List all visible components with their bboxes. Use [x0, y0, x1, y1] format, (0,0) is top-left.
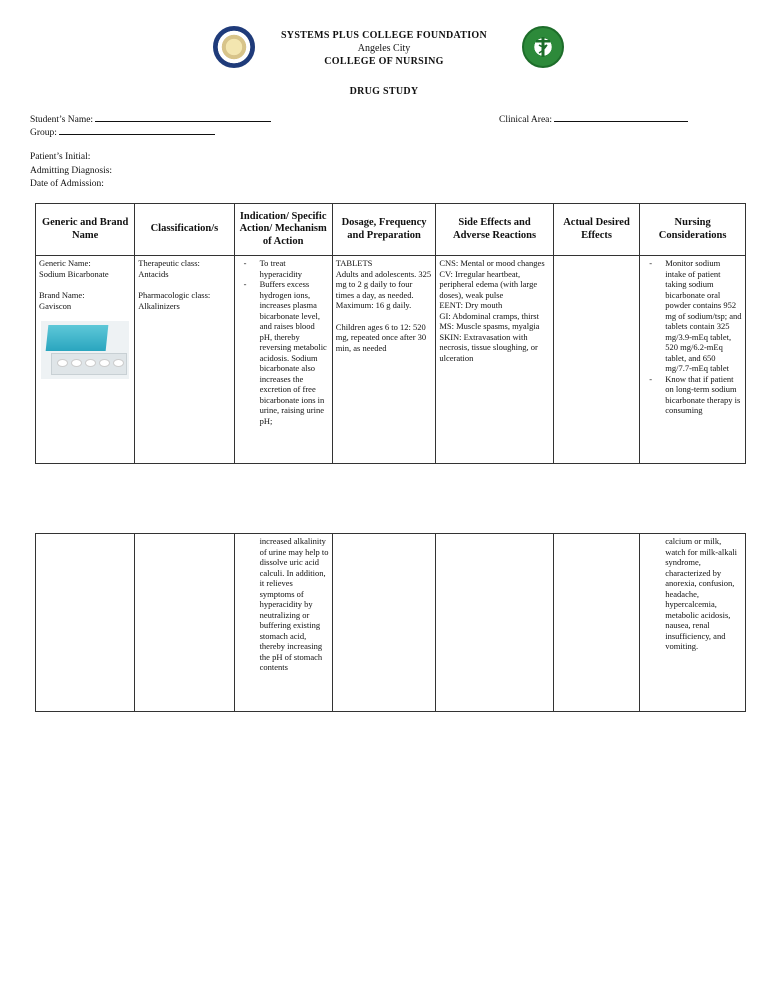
dosage-children: Children ages 6 to 12: 520 mg, repeated once after 30 min, as needed: [335, 321, 427, 353]
brand-value: Gaviscon: [39, 300, 72, 311]
side-effect-cns: CNS: Mental or mood changes: [439, 258, 545, 268]
document-title: DRUG STUDY: [349, 86, 419, 97]
cell-side-effects-cont: [436, 534, 553, 712]
student-name-field: [30, 112, 271, 125]
nursing-continued: calcium or milk, watch for milk-alkali syndrome, characterized by anorexia, confusion, headache, hypercalcemia, metabolic acidosis, nausea, renal insufficiency, and vomiting.: [665, 536, 738, 651]
cell-dosage-cont: [332, 534, 436, 712]
generic-value: Sodium Bicarbonate: [39, 268, 109, 279]
table-row: [36, 256, 746, 464]
table-header-row: [36, 204, 746, 256]
cell-generic-brand-cont: [36, 534, 135, 712]
nursing-item-1: - Monitor sodium intake of patient taking sodium bicarbonate oral powder contains 952 mg of sodium/tsp; and tablets contain 325 mg/3.9-mEq tablet, 520 mg/6.2-mEq tablet, and 650 mg/7.7-mEq tablet: [665, 258, 742, 374]
group-blank[interactable]: [59, 125, 215, 135]
clinical-area-blank[interactable]: [554, 112, 688, 122]
dosage-form: TABLETS: [335, 258, 373, 268]
cell-classification: [135, 256, 234, 464]
admission-date-label: Date of Admission:: [30, 179, 104, 189]
therapeutic-label: Therapeutic class:: [138, 258, 200, 268]
clinical-area-label: Clinical Area:: [499, 115, 553, 125]
side-effect-ms: MS: Muscle spasms, myalgia: [439, 321, 540, 331]
header-indication: Indication/ Specific Action/ Mechanism of Action: [234, 204, 332, 256]
side-effect-skin: SKIN: Extravasation with necrosis, tissue sloughing, or ulceration: [439, 331, 538, 363]
cell-indication-cont: [234, 534, 332, 712]
group-label: Group:: [30, 128, 57, 138]
cell-dosage: [332, 256, 436, 464]
brand-label: Brand Name:: [39, 290, 85, 300]
therapeutic-value: Antacids: [138, 268, 169, 279]
clinical-area-field: [499, 112, 688, 125]
header-desired-effects: Actual Desired Effects: [553, 204, 639, 256]
patient-initial-label: Patient’s Initial:: [30, 152, 91, 162]
medicine-package-image: [41, 321, 129, 379]
side-effect-cv: CV: Irregular heartbeat, peripheral edema (with large doses), weak pulse: [439, 268, 538, 300]
header-dosage: Dosage, Frequency and Preparation: [332, 204, 436, 256]
cell-nursing-cont: [640, 534, 746, 712]
cell-desired-effects: [553, 256, 639, 464]
cell-indication: [234, 256, 332, 464]
group-field: [30, 125, 215, 138]
indication-item-2: - Buffers excess hydrogen ions, increases plasma bicarbonate level, and raises blood pH, thereby reversing metabolic acidosis. Sodium bicarbonate also increases the excretion of free bicarbonate ions in urine, raising urine pH;: [260, 279, 329, 426]
side-effect-gi: GI: Abdominal cramps, thirst: [439, 310, 539, 321]
header-generic-brand: Generic and Brand Name: [36, 204, 135, 256]
city-name: Angeles City: [357, 43, 411, 54]
pharmacologic-label: Pharmacologic class:: [138, 290, 211, 300]
table-row: [36, 534, 746, 712]
indication-item-1: - To treat hyperacidity: [260, 258, 329, 279]
admitting-diagnosis-label: Admitting Diagnosis:: [30, 166, 113, 176]
header-nursing-considerations: Nursing Considerations: [640, 204, 746, 256]
student-name-blank[interactable]: [95, 112, 271, 122]
cell-desired-effects-cont: [553, 534, 639, 712]
college-name: COLLEGE OF NURSING: [324, 56, 444, 67]
drug-study-table: [35, 203, 746, 464]
nursing-item-2: - Know that if patient on long-term sodium bicarbonate therapy is consuming: [665, 374, 742, 416]
dosage-adults: Adults and adolescents. 325 mg to 2 g daily to four times a day, as needed. Maximum: 16 g daily.: [335, 268, 432, 310]
cell-classification-cont: [135, 534, 234, 712]
side-effect-eent: EENT: Dry mouth: [439, 300, 503, 310]
cell-generic-brand: [36, 256, 135, 464]
pharmacologic-value: Alkalinizers: [138, 300, 180, 311]
header-classification: Classification/s: [135, 204, 234, 256]
drug-study-table-continued: [35, 533, 746, 712]
indication-continued: increased alkalinity of urine may help to dissolve uric acid calculi. In addition, it relieves symptoms of hyperacidity by neutralizing or buffering existing stomach acid, thereby increasing the pH of stomach contents: [259, 536, 329, 672]
cell-side-effects: [436, 256, 553, 464]
header-side-effects: Side Effects and Adverse Reactions: [436, 204, 553, 256]
institution-name: SYSTEMS PLUS COLLEGE FOUNDATION: [280, 30, 488, 41]
student-name-label: Student’s Name:: [30, 115, 94, 125]
generic-label: Generic Name:: [39, 258, 91, 268]
cell-nursing-considerations: [640, 256, 746, 464]
